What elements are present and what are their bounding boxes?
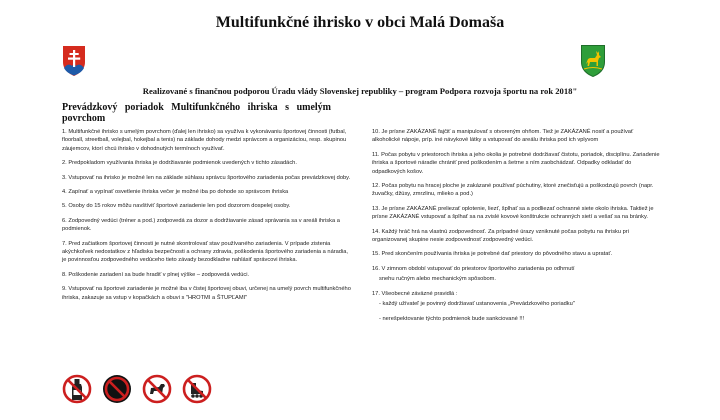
rule-subitem: - každý užívateľ je povinný dodržiavať ustanovenia „Prevádzkového poriadku" (379, 301, 575, 308)
rule-item: 16. V zimnom období vstupovať do priestorov športového zariadenia po odhrnutí (372, 265, 575, 272)
rules-left-column (62, 128, 352, 308)
rule-item: 17. Všeobecné záväzné pravidlá : (372, 290, 458, 297)
rule-item: 3. Vstupovať na ihrisko je možné len na základe súhlasu správcu športového zariadenia počas prevádzkovej doby. (62, 174, 351, 181)
subtitle: Realizované s finančnou podporou Úradu vlády Slovenskej republiky – program Podpora rozvoja športu na rok 2018" (142, 86, 578, 96)
rule-item: 9. Vstupovať na športové zariadenie je možné iba v čistej športovej obuvi, určenej na umelý povrch multifunkčného ihriska, zakazuje sa vstup v kopačkách a obuvi s "HROTMI a ŠTUPĽAMI" (62, 286, 351, 301)
no-alcohol-icon (62, 374, 92, 404)
no-dogs-icon (142, 374, 172, 404)
rules-heading-line2: povrchom (62, 113, 106, 124)
rule-item: 1. Multifunkčné ihrisko s umelým povrchom (ďalej len ihrisko) sa využíva k vykonávaniu športovej činnosti (futbal, floorball, streetball, volejbal, hokejbal a tenis) na základe dohody medzi správcom a organizáciou, resp. skupinou záujemcov, ktorí chcú ihrisko v dohodnutých termínoch využívať. (62, 129, 347, 152)
no-entry-icon (102, 374, 132, 404)
rule-item: 5. Osoby do 15 rokov môžu navštíviť športové zariadenie len pod dozorom dospelej osoby. (62, 203, 291, 210)
rules-heading-line1: Prevádzkový poriadok Multifunkčného ihriska s umelým (62, 102, 332, 113)
rule-item: 8. Poškodenie zariadení sa bude hradiť v plnej výške – zodpovedá vedúci. (62, 271, 250, 278)
rules-heading (62, 102, 342, 124)
slovak-coat-of-arms-icon (61, 44, 87, 78)
rule-item: 6. Zodpovedný vedúci (tréner a pod.) zodpovedá za dozor a dodržiavanie zásad správania sa v areáli ihriska a podmienok. (62, 217, 340, 233)
rules-right-column (372, 128, 662, 329)
page-title: Multifunkčné ihrisko v obci Malá Domaša (215, 14, 505, 31)
rule-item: 14. Každý hráč hrá na vlastnú zodpovednosť. Za prípadné úrazy vzniknuté počas pobytu na ihrisku pri organizovanej skupine nesie zodpovednosť zodpovedný vedúci. (372, 228, 629, 244)
rule-item: 12. Počas pobytu na hracej ploche je zakázané používať púchutiny, ktoré znečisťujú a poškodzujú povrch (napr. žuvačky, džúsy, zmrzlinu, mlieko a pod.) (372, 183, 654, 198)
rule-item: 11. Počas pobytu v priestoroch ihriska a jeho okolia je potrebné dodržiavať čistotu, poriadok, disciplínu. Zariadenie ihriska a športové náradie chrániť pred poškodením a šetrne s ním zaobchádzať. Odpadky odkladať do odpadkových košov. (372, 151, 660, 175)
rule-item: 10. Je prísne ZAKÁZANÉ fajčiť a manipulovať s otvoreným ohňom. Tiež je ZAKÁZANÉ nosiť a používať alkoholické nápoje, príp. iné návykové látky a vstupovať do areálu ihriska pod ich vplyvom (372, 129, 634, 144)
rule-subitem: - nerešpektovanie týchto podmienok bude sankciované !!! (379, 315, 525, 322)
no-rollerskates-icon (182, 374, 212, 404)
rule-item-continuation: snehu ručným alebo mechanickým spôsobom. (379, 276, 496, 283)
rule-item: 13. Je prísne ZAKÁZANÉ preliezať oplotenie, liezť, šplhať sa a podliezať ochranné siete okolo ihriska. Taktiež je prísne ZAKÁZANÉ vstupovať a šplhať sa na zvislé kovové konštrukcie ochranných sietí a vešať sa na bránky. (372, 205, 654, 221)
mala-domasa-coat-of-arms-icon (580, 44, 606, 78)
rule-item: 4. Zapínať a vypínať osvetlenie ihriska večer je možné iba po dohode so správcom ihriska (62, 189, 289, 196)
rule-item: 2. Predpokladom využívania ihriska je dodržiavanie podmienok uvedených v tichto zásadách. (62, 160, 297, 167)
rule-item: 7. Pred začiatkom športovej činnosti je nutné skontrolovať stav používaného zariadenia. V prípade zistenia akýchkoľvek nedostatkov z hľadiska bezpečnosti a ochrany zdravia, poškodenia športového zariadenia a náradia, je povinnosťou zodpovedného vedúceho tieto závady bezodkladne nahlásiť správcovi ihriska. (62, 240, 348, 264)
rule-item: 15. Pred skončením používania ihriska je potrebné dať priestory do pôvodného stavu a upratať. (372, 251, 613, 258)
